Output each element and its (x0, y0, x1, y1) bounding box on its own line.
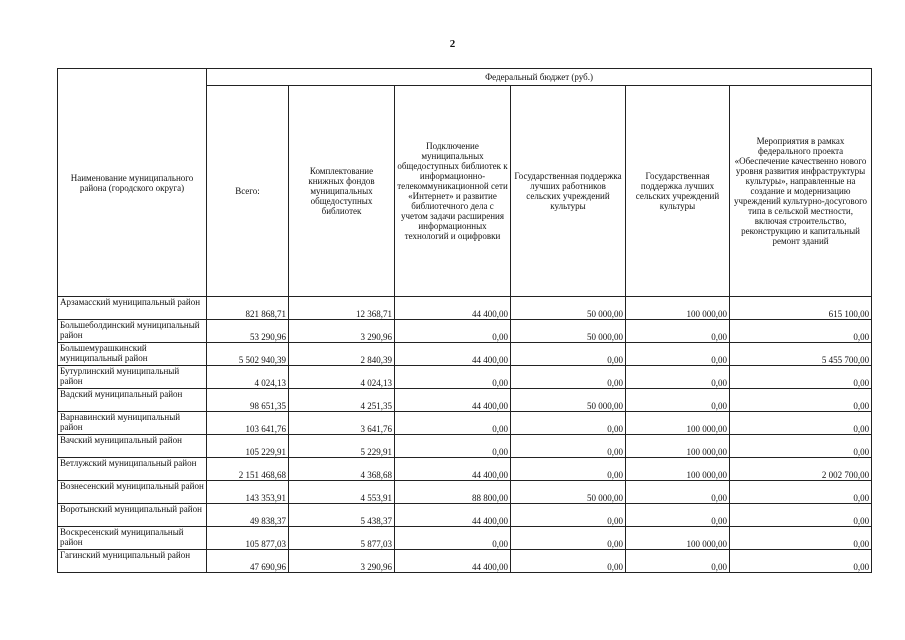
amount-cell: 0,00 (511, 504, 626, 527)
amount-cell: 143 353,91 (207, 481, 289, 504)
table-row (58, 550, 872, 573)
table-row (58, 320, 872, 343)
amount-cell: 0,00 (511, 527, 626, 550)
table-row (58, 435, 872, 458)
amount-cell: 53 290,96 (207, 320, 289, 343)
amount-cell: 4 024,13 (207, 366, 289, 389)
table-body (58, 297, 872, 573)
header-row-group (58, 69, 872, 86)
district-name: Гагинский муниципальный район (58, 550, 207, 573)
amount-cell: 5 502 940,39 (207, 343, 289, 366)
amount-cell: 5 438,37 (289, 504, 395, 527)
district-name: Большеболдинский муниципальный район (58, 320, 207, 343)
amount-cell: 44 400,00 (395, 458, 511, 481)
federal-budget-header: Федеральный бюджет (руб.) (207, 69, 872, 86)
amount-cell: 0,00 (730, 481, 872, 504)
amount-cell: 2 151 468,68 (207, 458, 289, 481)
amount-cell: 50 000,00 (511, 297, 626, 320)
amount-cell: 0,00 (626, 366, 730, 389)
amount-cell: 0,00 (395, 435, 511, 458)
page-number: 2 (449, 38, 456, 50)
district-name: Бутурлинский муниципальный район (58, 366, 207, 389)
amount-cell: 88 800,00 (395, 481, 511, 504)
amount-cell: 0,00 (395, 527, 511, 550)
amount-cell: 0,00 (395, 320, 511, 343)
budget-table (57, 68, 872, 573)
amount-cell: 0,00 (730, 412, 872, 435)
amount-cell: 5 229,91 (289, 435, 395, 458)
table-row (58, 343, 872, 366)
amount-cell: 100 000,00 (626, 458, 730, 481)
amount-cell: 47 690,96 (207, 550, 289, 573)
amount-cell: 0,00 (511, 435, 626, 458)
column-header-total: Всего: (207, 86, 289, 297)
table-row (58, 504, 872, 527)
amount-cell: 100 000,00 (626, 412, 730, 435)
amount-cell: 2 002 700,00 (730, 458, 872, 481)
district-name: Вачский муниципальный район (58, 435, 207, 458)
amount-cell: 50 000,00 (511, 320, 626, 343)
column-header-internet: Подключение муниципальных общедоступных библиотек к информационно-телекоммуникационной сети «Интернет» и развитие библиотечного дела с учетом задачи расширения информационных технологий и оцифровки (395, 86, 511, 297)
amount-cell: 0,00 (626, 320, 730, 343)
amount-cell: 100 000,00 (626, 297, 730, 320)
table-row (58, 389, 872, 412)
amount-cell: 0,00 (626, 550, 730, 573)
amount-cell: 4 368,68 (289, 458, 395, 481)
amount-cell: 0,00 (511, 366, 626, 389)
column-header-institutions-support: Государственная поддержка лучших сельских учреждений культуры (626, 86, 730, 297)
amount-cell: 0,00 (511, 412, 626, 435)
amount-cell: 100 000,00 (626, 527, 730, 550)
amount-cell: 12 368,71 (289, 297, 395, 320)
amount-cell: 100 000,00 (626, 435, 730, 458)
amount-cell: 821 868,71 (207, 297, 289, 320)
district-name: Арзамасский муниципальный район (58, 297, 207, 320)
amount-cell: 615 100,00 (730, 297, 872, 320)
district-name: Варнавинский муниципальный район (58, 412, 207, 435)
amount-cell: 3 290,96 (289, 550, 395, 573)
district-name: Воскресенский муниципальный район (58, 527, 207, 550)
column-header-infrastructure: Мероприятия в рамках федерального проекта «Обеспечение качественно нового уровня развития инфраструктуры культуры», направленные на создание и модернизацию учреждений культурно-досугового типа в сельской местности, включая строительство, реконструкцию и капитальный ремонт зданий (730, 86, 872, 297)
amount-cell: 3 290,96 (289, 320, 395, 343)
amount-cell: 4 024,13 (289, 366, 395, 389)
amount-cell: 50 000,00 (511, 481, 626, 504)
table-row (58, 297, 872, 320)
amount-cell: 0,00 (626, 481, 730, 504)
amount-cell: 0,00 (730, 366, 872, 389)
amount-cell: 2 840,39 (289, 343, 395, 366)
amount-cell: 0,00 (626, 343, 730, 366)
amount-cell: 0,00 (395, 366, 511, 389)
amount-cell: 0,00 (730, 389, 872, 412)
amount-cell: 0,00 (626, 504, 730, 527)
amount-cell: 4 251,35 (289, 389, 395, 412)
amount-cell: 44 400,00 (395, 343, 511, 366)
district-name: Воротынский муниципальный район (58, 504, 207, 527)
amount-cell: 44 400,00 (395, 550, 511, 573)
amount-cell: 0,00 (511, 343, 626, 366)
amount-cell: 0,00 (626, 389, 730, 412)
amount-cell: 0,00 (730, 504, 872, 527)
district-name: Вознесенский муниципальный район (58, 481, 207, 504)
amount-cell: 3 641,76 (289, 412, 395, 435)
amount-cell: 0,00 (395, 412, 511, 435)
district-name: Ветлужский муниципальный район (58, 458, 207, 481)
amount-cell: 0,00 (730, 435, 872, 458)
amount-cell: 0,00 (511, 458, 626, 481)
amount-cell: 44 400,00 (395, 504, 511, 527)
table-row (58, 481, 872, 504)
amount-cell: 44 400,00 (395, 297, 511, 320)
amount-cell: 0,00 (730, 527, 872, 550)
amount-cell: 5 877,03 (289, 527, 395, 550)
amount-cell: 49 838,37 (207, 504, 289, 527)
amount-cell: 44 400,00 (395, 389, 511, 412)
table-row (58, 412, 872, 435)
district-name: Вадский муниципальный район (58, 389, 207, 412)
amount-cell: 5 455 700,00 (730, 343, 872, 366)
amount-cell: 0,00 (730, 320, 872, 343)
amount-cell: 103 641,76 (207, 412, 289, 435)
amount-cell: 105 877,03 (207, 527, 289, 550)
table-row (58, 366, 872, 389)
column-header-book-funds: Комплектование книжных фондов муниципальных общедоступных библиотек (289, 86, 395, 297)
table-row (58, 458, 872, 481)
table-row (58, 527, 872, 550)
column-header-workers-support: Государственная поддержка лучших работников сельских учреждений культуры (511, 86, 626, 297)
amount-cell: 98 651,35 (207, 389, 289, 412)
amount-cell: 105 229,91 (207, 435, 289, 458)
amount-cell: 0,00 (730, 550, 872, 573)
name-column-header: Наименование муниципального района (городского округа) (58, 69, 207, 297)
amount-cell: 4 553,91 (289, 481, 395, 504)
amount-cell: 50 000,00 (511, 389, 626, 412)
district-name: Большемурашкинский муниципальный район (58, 343, 207, 366)
amount-cell: 0,00 (511, 550, 626, 573)
